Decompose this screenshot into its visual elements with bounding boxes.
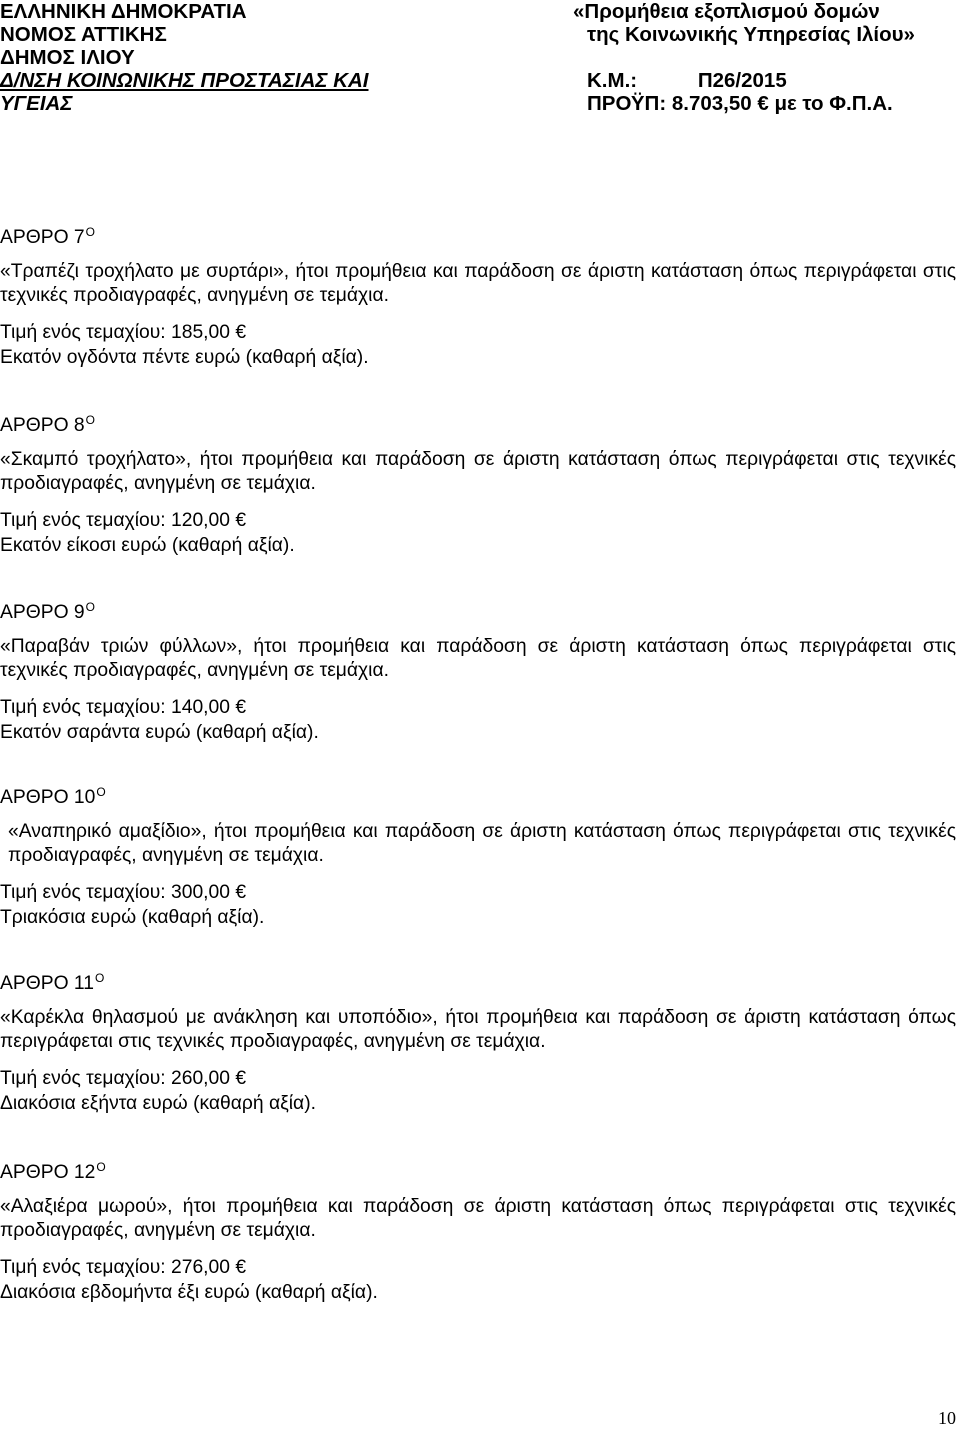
article-10 bbox=[0, 780, 956, 931]
project-block bbox=[573, 0, 915, 115]
issuer-line-directorate-cont: ΥΓΕΙΑΣ bbox=[0, 92, 73, 115]
article-description: «Αναπηρικό αμαξίδιο», ήτοι προμήθεια και παράδοση σε άριστη κατάσταση όπως περιγράφεται στις τεχνικές προδιαγραφές, ανηγμένη σε τεμάχια. bbox=[8, 820, 956, 867]
article-title-sup: Ο bbox=[85, 225, 96, 239]
article-11 bbox=[0, 966, 956, 1117]
article-title bbox=[0, 220, 956, 251]
article-title bbox=[0, 408, 956, 439]
article-title bbox=[0, 1155, 956, 1186]
article-title bbox=[0, 966, 956, 997]
article-title-text: ΑΡΘΡΟ 12 bbox=[0, 1162, 96, 1183]
article-title-sup: Ο bbox=[96, 785, 106, 799]
article-title-text: ΑΡΘΡΟ 11 bbox=[0, 973, 94, 994]
article-description: «Παραβάν τριών φύλλων», ήτοι προμήθεια και παράδοση σε άριστη κατάσταση όπως περιγράφεται στις τεχνικές προδιαγραφές, ανηγμένη σε τεμάχια. bbox=[0, 635, 956, 682]
article-price: Τιμή ενός τεμαχίου: 300,00 € bbox=[0, 882, 247, 904]
km-label: Κ.Μ.: bbox=[587, 69, 638, 92]
article-title-text: ΑΡΘΡΟ 10 bbox=[0, 787, 96, 808]
issuer-line-country: ΕΛΛΗΝΙΚΗ ΔΗΜΟΚΡΑΤΙΑ bbox=[0, 0, 247, 23]
article-title-text: ΑΡΘΡΟ 7 bbox=[0, 227, 85, 248]
km-value: Π26/2015 bbox=[697, 69, 787, 92]
article-price-words: Διακόσια εξήντα ευρώ (καθαρή αξία). bbox=[0, 1092, 316, 1114]
article-price-words: Διακόσια εβδομήντα έξι ευρώ (καθαρή αξία). bbox=[0, 1281, 378, 1303]
article-title-text: ΑΡΘΡΟ 9 bbox=[0, 602, 85, 623]
article-title bbox=[0, 595, 956, 626]
article-7 bbox=[0, 220, 956, 371]
article-8 bbox=[0, 408, 956, 559]
article-12 bbox=[0, 1155, 956, 1306]
issuer-line-directorate: Δ/ΝΣΗ ΚΟΙΝΩΝΙΚΗΣ ΠΡΟΣΤΑΣΙΑΣ ΚΑΙ bbox=[0, 69, 369, 92]
article-title-sup: Ο bbox=[94, 971, 105, 985]
article-description: «Καρέκλα θηλασμού με ανάκληση και υποπόδιο», ήτοι προμήθεια και παράδοση σε άριστη κατάσταση όπως περιγράφεται στις τεχνικές προδιαγραφές, ανηγμένη σε τεμάχια. bbox=[0, 1006, 956, 1053]
article-price-words: Εκατόν είκοσι ευρώ (καθαρή αξία). bbox=[0, 534, 295, 556]
km-line bbox=[573, 46, 915, 92]
page-number: 10 bbox=[938, 1408, 956, 1428]
article-price: Τιμή ενός τεμαχίου: 120,00 € bbox=[0, 510, 247, 532]
issuer-line-prefecture: ΝΟΜΟΣ ΑΤΤΙΚΗΣ bbox=[0, 23, 167, 46]
article-price-words: Εκατόν σαράντα ευρώ (καθαρή αξία). bbox=[0, 721, 319, 743]
article-price: Τιμή ενός τεμαχίου: 140,00 € bbox=[0, 697, 247, 719]
article-9 bbox=[0, 595, 956, 746]
issuer-line-municipality: ΔΗΜΟΣ ΙΛΙΟΥ bbox=[0, 46, 135, 69]
article-title-sup: Ο bbox=[85, 413, 96, 427]
article-price-words: Τριακόσια ευρώ (καθαρή αξία). bbox=[0, 906, 265, 928]
article-title bbox=[0, 780, 956, 811]
project-title-line2: της Κοινωνικής Υπηρεσίας Ιλίου» bbox=[587, 23, 915, 46]
article-price-words: Εκατόν ογδόντα πέντε ευρώ (καθαρή αξία). bbox=[0, 346, 369, 368]
article-description: «Τραπέζι τροχήλατο με συρτάρι», ήτοι προμήθεια και παράδοση σε άριστη κατάσταση όπως περιγράφεται στις τεχνικές προδιαγραφές, ανηγμένη σε τεμάχια. bbox=[0, 260, 956, 307]
article-title-sup: Ο bbox=[96, 1160, 106, 1174]
article-price: Τιμή ενός τεμαχίου: 276,00 € bbox=[0, 1257, 247, 1279]
project-title-line1: «Προμήθεια εξοπλισμού δομών bbox=[573, 0, 880, 23]
article-title-text: ΑΡΘΡΟ 8 bbox=[0, 415, 85, 436]
article-description: «Αλαξιέρα μωρού», ήτοι προμήθεια και παράδοση σε άριστη κατάσταση όπως περιγράφεται στις τεχνικές προδιαγραφές, ανηγμένη σε τεμάχια. bbox=[0, 1195, 956, 1242]
article-title-sup: Ο bbox=[85, 600, 96, 614]
issuer-block bbox=[0, 0, 369, 115]
budget-line: ΠΡΟΫΠ: 8.703,50 € με το Φ.Π.Α. bbox=[587, 92, 893, 115]
article-description: «Σκαμπό τροχήλατο», ήτοι προμήθεια και παράδοση σε άριστη κατάσταση όπως περιγράφεται στις τεχνικές προδιαγραφές, ανηγμένη σε τεμάχια. bbox=[0, 448, 956, 495]
article-price: Τιμή ενός τεμαχίου: 260,00 € bbox=[0, 1068, 247, 1090]
article-price: Τιμή ενός τεμαχίου: 185,00 € bbox=[0, 322, 247, 344]
